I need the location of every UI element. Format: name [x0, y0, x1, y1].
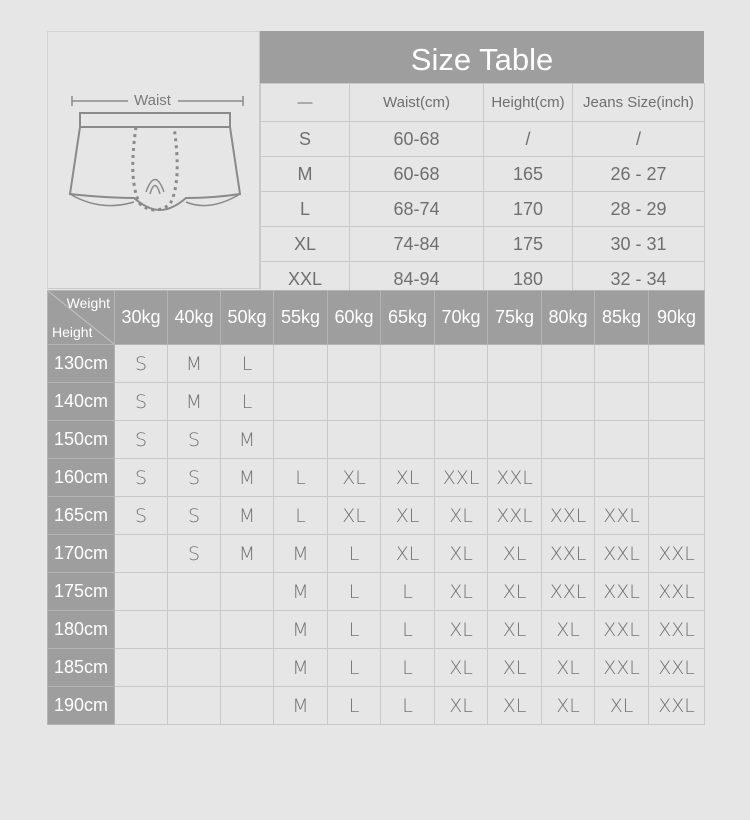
weight-header-cell: 75kg — [488, 291, 542, 345]
size-table-cell: S — [261, 122, 350, 157]
size-cell — [488, 383, 542, 421]
size-table-header-cell: Waist(cm) — [350, 84, 484, 122]
size-cell: M — [168, 383, 221, 421]
table-row — [261, 227, 705, 262]
size-cell: L — [381, 611, 435, 649]
size-cell: XL — [542, 649, 595, 687]
height-row-header: 130cm — [48, 345, 115, 383]
weight-axis-label: Weight — [66, 295, 110, 311]
size-cell — [115, 649, 168, 687]
size-cell: L — [328, 535, 381, 573]
size-cell: XL — [542, 687, 595, 725]
table-row — [48, 611, 705, 649]
weight-header-cell: 70kg — [435, 291, 488, 345]
size-cell: L — [221, 383, 274, 421]
waist-illustration — [47, 31, 260, 289]
size-cell — [488, 345, 542, 383]
height-row-header: 170cm — [48, 535, 115, 573]
size-cell: M — [274, 687, 328, 725]
weight-header-cell: 90kg — [649, 291, 705, 345]
grid-corner-cell — [48, 291, 115, 345]
size-cell — [115, 687, 168, 725]
size-cell: XL — [435, 649, 488, 687]
size-cell: XL — [328, 459, 381, 497]
size-cell — [649, 497, 705, 535]
size-cell: XXL — [649, 649, 705, 687]
size-cell: XXL — [649, 573, 705, 611]
size-cell: M — [274, 611, 328, 649]
size-table-cell: 26 - 27 — [573, 157, 705, 192]
table-row — [48, 421, 705, 459]
size-chart — [47, 31, 704, 721]
size-cell — [115, 611, 168, 649]
size-cell: XL — [488, 649, 542, 687]
size-cell: S — [115, 421, 168, 459]
size-cell: S — [115, 497, 168, 535]
grid-header-row — [48, 291, 705, 345]
size-cell: S — [168, 459, 221, 497]
size-cell: XL — [328, 497, 381, 535]
size-cell: L — [274, 497, 328, 535]
size-cell — [435, 345, 488, 383]
size-cell — [274, 383, 328, 421]
size-cell — [595, 345, 649, 383]
weight-header-cell: 65kg — [381, 291, 435, 345]
size-cell: S — [115, 345, 168, 383]
size-table-title: Size Table — [260, 31, 704, 83]
weight-height-grid — [47, 290, 705, 725]
size-cell: M — [274, 573, 328, 611]
size-cell — [435, 383, 488, 421]
size-cell: XXL — [435, 459, 488, 497]
size-table-cell: 60-68 — [350, 157, 484, 192]
size-cell — [221, 687, 274, 725]
size-table-header-cell: Jeans Size(inch) — [573, 84, 705, 122]
size-cell: XXL — [649, 535, 705, 573]
waist-label: Waist — [134, 92, 171, 109]
size-cell — [115, 573, 168, 611]
size-cell — [381, 345, 435, 383]
size-table-cell: 28 - 29 — [573, 192, 705, 227]
size-cell — [435, 421, 488, 459]
height-row-header: 165cm — [48, 497, 115, 535]
size-cell — [328, 383, 381, 421]
size-cell: XL — [488, 573, 542, 611]
table-row — [48, 459, 705, 497]
size-cell: S — [115, 383, 168, 421]
size-cell — [649, 345, 705, 383]
size-table-cell: M — [261, 157, 350, 192]
size-cell — [381, 421, 435, 459]
size-cell: XXL — [542, 535, 595, 573]
size-cell: L — [328, 611, 381, 649]
height-row-header: 185cm — [48, 649, 115, 687]
weight-header-cell: 30kg — [115, 291, 168, 345]
size-cell: L — [381, 573, 435, 611]
size-cell — [274, 421, 328, 459]
size-cell — [328, 345, 381, 383]
height-row-header: 190cm — [48, 687, 115, 725]
height-row-header: 150cm — [48, 421, 115, 459]
size-table — [260, 83, 705, 297]
size-cell: M — [221, 535, 274, 573]
size-cell: L — [381, 649, 435, 687]
size-cell: M — [221, 459, 274, 497]
table-row — [261, 192, 705, 227]
size-cell — [221, 611, 274, 649]
table-row — [48, 687, 705, 725]
size-cell: L — [328, 573, 381, 611]
size-cell — [649, 421, 705, 459]
size-cell: L — [274, 459, 328, 497]
size-table-cell: / — [573, 122, 705, 157]
size-cell: XXL — [542, 497, 595, 535]
size-cell: L — [381, 687, 435, 725]
size-cell: XL — [488, 611, 542, 649]
size-table-cell: 165 — [484, 157, 573, 192]
size-cell: XXL — [649, 611, 705, 649]
size-cell — [168, 649, 221, 687]
size-cell: XXL — [649, 687, 705, 725]
height-row-header: 175cm — [48, 573, 115, 611]
size-table-cell: L — [261, 192, 350, 227]
size-table-header-cell: Height(cm) — [484, 84, 573, 122]
size-cell: XXL — [488, 497, 542, 535]
size-cell — [649, 459, 705, 497]
size-cell — [221, 649, 274, 687]
size-cell: M — [221, 421, 274, 459]
size-cell: XXL — [595, 611, 649, 649]
size-cell: XL — [435, 497, 488, 535]
size-cell: S — [168, 421, 221, 459]
size-cell: XXL — [595, 497, 649, 535]
size-cell: XL — [542, 611, 595, 649]
size-cell — [381, 383, 435, 421]
table-row — [261, 122, 705, 157]
size-cell: XL — [595, 687, 649, 725]
table-row — [48, 535, 705, 573]
size-cell: M — [221, 497, 274, 535]
size-cell: XL — [381, 459, 435, 497]
size-cell: M — [168, 345, 221, 383]
size-table-cell: 170 — [484, 192, 573, 227]
size-cell — [488, 421, 542, 459]
table-row — [48, 383, 705, 421]
size-cell — [221, 573, 274, 611]
size-cell — [595, 459, 649, 497]
size-cell: XXL — [488, 459, 542, 497]
weight-header-cell: 50kg — [221, 291, 274, 345]
size-table-cell: 32 - 34 — [573, 262, 705, 297]
size-cell: XL — [435, 687, 488, 725]
size-cell: S — [168, 535, 221, 573]
size-cell: XL — [435, 573, 488, 611]
height-row-header: 180cm — [48, 611, 115, 649]
size-cell — [542, 421, 595, 459]
height-axis-label: Height — [52, 324, 93, 340]
size-cell — [328, 421, 381, 459]
size-cell — [542, 459, 595, 497]
table-row — [48, 649, 705, 687]
size-cell — [115, 535, 168, 573]
size-table-cell: / — [484, 122, 573, 157]
size-cell — [595, 383, 649, 421]
size-cell — [274, 345, 328, 383]
size-cell — [168, 573, 221, 611]
size-cell: XL — [488, 687, 542, 725]
size-table-cell: 30 - 31 — [573, 227, 705, 262]
size-cell: M — [274, 535, 328, 573]
table-row — [48, 573, 705, 611]
table-row — [261, 157, 705, 192]
size-table-cell: XL — [261, 227, 350, 262]
size-cell: XXL — [542, 573, 595, 611]
weight-header-cell: 55kg — [274, 291, 328, 345]
boxer-briefs-icon — [48, 32, 261, 290]
size-cell: L — [221, 345, 274, 383]
size-cell — [595, 421, 649, 459]
size-cell: XXL — [595, 573, 649, 611]
size-cell — [649, 383, 705, 421]
weight-header-cell: 85kg — [595, 291, 649, 345]
size-cell: XL — [488, 535, 542, 573]
weight-header-cell: 60kg — [328, 291, 381, 345]
size-cell: XL — [435, 611, 488, 649]
size-cell — [168, 687, 221, 725]
size-cell — [542, 383, 595, 421]
size-table-cell: XXL — [261, 262, 350, 297]
size-cell: L — [328, 649, 381, 687]
size-table-cell: 60-68 — [350, 122, 484, 157]
size-cell — [542, 345, 595, 383]
size-table-cell: 180 — [484, 262, 573, 297]
size-cell: XL — [381, 497, 435, 535]
height-row-header: 160cm — [48, 459, 115, 497]
size-cell — [168, 611, 221, 649]
weight-header-cell: 40kg — [168, 291, 221, 345]
height-row-header: 140cm — [48, 383, 115, 421]
size-cell: L — [328, 687, 381, 725]
size-table-header-row — [261, 84, 705, 122]
size-cell: S — [168, 497, 221, 535]
size-table-cell: 175 — [484, 227, 573, 262]
size-table-cell: 74-84 — [350, 227, 484, 262]
size-cell: M — [274, 649, 328, 687]
size-cell: XL — [435, 535, 488, 573]
table-row — [48, 345, 705, 383]
size-cell: XL — [381, 535, 435, 573]
size-cell: XXL — [595, 535, 649, 573]
table-row — [48, 497, 705, 535]
size-table-cell: 84-94 — [350, 262, 484, 297]
size-cell: S — [115, 459, 168, 497]
size-table-cell: 68-74 — [350, 192, 484, 227]
size-table-header-cell: — — [261, 84, 350, 122]
weight-header-cell: 80kg — [542, 291, 595, 345]
size-cell: XXL — [595, 649, 649, 687]
